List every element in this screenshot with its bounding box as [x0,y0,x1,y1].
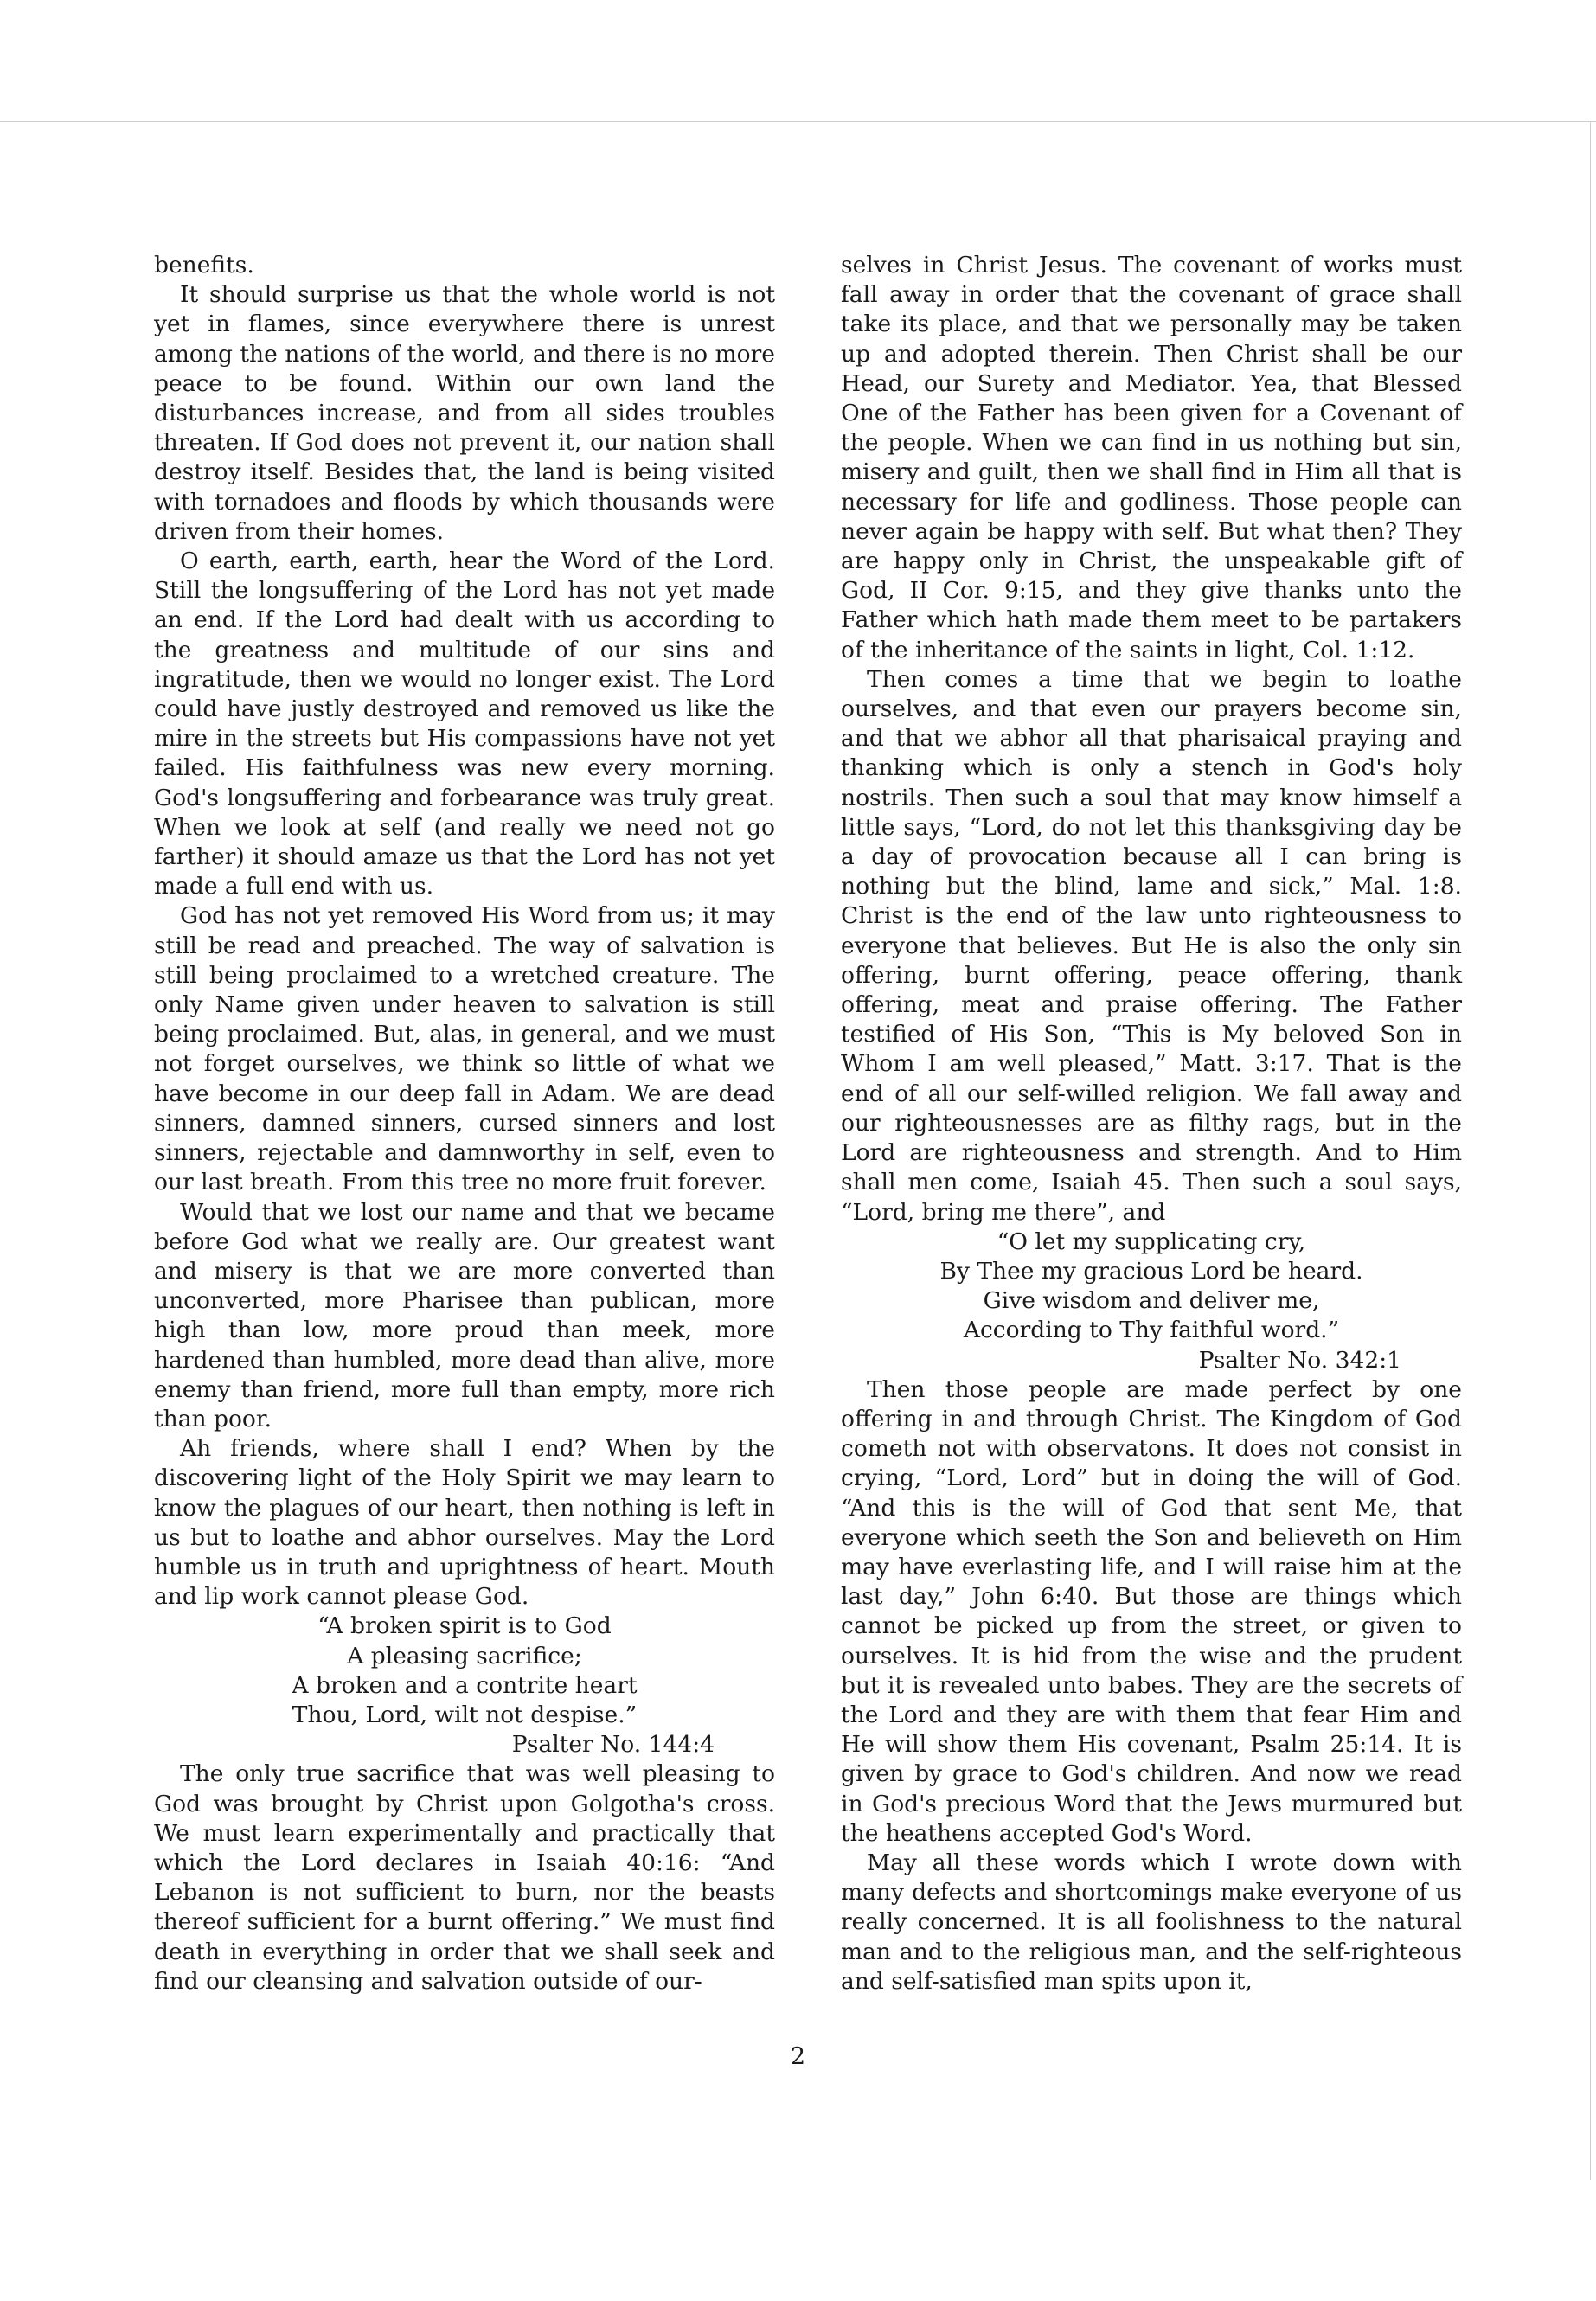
paragraph: Then those people are made perfect by one offering in and through Christ. The Kingdom of God cometh not with observatons. It does not consist in crying, “Lord, Lord” but in doing the will of God. “And this is the will of God that sent Me, that everyone which seeth the Son and believeth on Him may have everlasting life, and I will raise him at the last day,” John 6:40. But those are things which cannot be picked up from the street, or given to ourselves. It is hid from the wise and the prudent but it is revealed unto babes. They are the secrets of the Lord and they are with them that fear Him and He will show them His covenant, Psalm 25:14. It is given by grace to God's children. And now we read in God's precious Word that the Jews murmured but the heathens accepted God's Word. [841,1375,1462,1847]
top-border-line [0,121,1596,122]
poem-line: Give wisdom and deliver me, [983,1287,1320,1315]
psalter-citation: Psalter No. 144:4 [511,1731,715,1759]
poem-line: According to Thy faithful word.” [963,1317,1340,1344]
poem-line: “O let my supplicating cry, [997,1227,1306,1255]
paragraph: selves in Christ Jesus. The covenant of works must fall away in order that the covenant of grace shall take its place, and that we personally may be taken up and adopted therein. Then Christ shall be our Head, our Surety and Mediator. Yea, that Blessed One of the Father has been given for a Covenant of the people. When we can find in us nothing but sin, misery and guilt, then we shall find in Him all that is necessary for life and godliness. Those people can never again be happy with self. But what then? They are happy only in Christ, the unspeakable gift of God, II Cor. 9:15, and they give thanks unto the Father which hath made them meet to be partakers of the inheritance of the saints in light, Col. 1:12. [841,252,1462,663]
paragraph: May all these words which I wrote down with many defects and shortcomings make everyone of us really concerned. It is all foolishness to the natural man and to the religious man, and the self-righteous and self-satisfied man spits upon it, [841,1849,1462,1995]
poem-line: A pleasing sacrifice; [347,1642,582,1670]
poem-line: “A broken spirit is to God [317,1612,612,1640]
paragraph: It should surprise us that the whole world is not yet in flames, since everywhere there is unrest among the nations of the world, and there is no more peace to be found. Within our own land the disturbances increase, and from all sides troubles threaten. If God does not prevent it, our nation shall destroy itself. Besides that, the land is being visited with tornadoes and floods by which thousands were driven from their homes. [154,281,775,545]
paragraph: Then comes a time that we begin to loathe ourselves, and that even our prayers become sin, and that we abhor all that pharisaical praying and thanking which is only a stench in God's holy nostrils. Then such a soul that may know himself a little says, “Lord, do not let this thanksgiving day be a day of provocation because all I can bring is nothing but the blind, lame and sick,” Mal. 1:8. Christ is the end of the law unto righteousness to everyone that believes. But He is also the only sin offering, burnt offering, peace offering, thank offering, meat and praise offering. The Father testified of His Son, “This is My beloved Son in Whom I am well pleased,” Matt. 3:17. That is the end of all our self-willed religion. We fall away and our righteousnesses are as filthy rags, but in the Lord are righteousness and strength. And to Him shall men come, Isaiah 45. Then such a soul says, “Lord, bring me there”, and [841,665,1462,1226]
left-column [154,251,775,1997]
poem-line: A broken and a contrite heart [292,1671,638,1699]
poem-line: Thou, Lord, wilt not despise.” [292,1701,638,1728]
right-column [841,251,1462,1997]
poem-line: By Thee my gracious Lord be heard. [939,1257,1363,1285]
paragraph: The only true sacrifice that was well pleasing to God was brought by Christ upon Golgotha's cross. We must learn experimentally and practically that which the Lord declares in Isaiah 40:16: “And Lebanon is not sufficient to burn, nor the beasts thereof sufficient for a burnt offering.” We must find death in everything in order that we shall seek and find our cleansing and salvation outside of our- [154,1760,775,1995]
psalter-citation: Psalter No. 342:1 [1198,1346,1401,1374]
right-border-line [1590,121,1591,2180]
paragraph: O earth, earth, earth, hear the Word of the Lord. Still the longsuffering of the Lord has not yet made an end. If the Lord had dealt with us according to the greatness and multitude of our sins and ingratitude, then we would no longer exist. The Lord could have justly destroyed and removed us like the mire in the streets but His compassions have not yet failed. His faithfulness was new every morning. God's longsuffering and forbearance was truly great. When we look at self (and really we need not go farther) it should amaze us that the Lord has not yet made a full end with us. [154,548,775,901]
paragraph: Would that we lost our name and that we became before God what we really are. Our greatest want and misery is that we are more converted than unconverted, more Pharisee than publican, more high than low, more proud than meek, more hardened than humbled, more dead than alive, more enemy than friend, more full than empty, more rich than poor. [154,1198,775,1433]
paragraph: God has not yet removed His Word from us; it may still be read and preached. The way of salvation is still being proclaimed to a wretched creature. The only Name given under heaven to salvation is still being proclaimed. But, alas, in general, and we must not forget ourselves, we think so little of what we have become in our deep fall in Adam. We are dead sinners, damned sinners, cursed sinners and lost sinners, rejectable and damnworthy in self, even to our last breath. From this tree no more fruit forever. [154,902,775,1196]
page-number: 2 [790,2043,806,2070]
psalter-quote [841,1227,1462,1375]
psalter-quote [154,1612,775,1759]
paragraph: Ah friends, where shall I end? When by the discovering light of the Holy Spirit we may learn to know the plagues of our heart, then nothing is left in us but to loathe and abhor ourselves. May the Lord humble us in truth and uprightness of heart. Mouth and lip work cannot please God. [154,1435,775,1611]
paragraph: benefits. [154,252,254,279]
